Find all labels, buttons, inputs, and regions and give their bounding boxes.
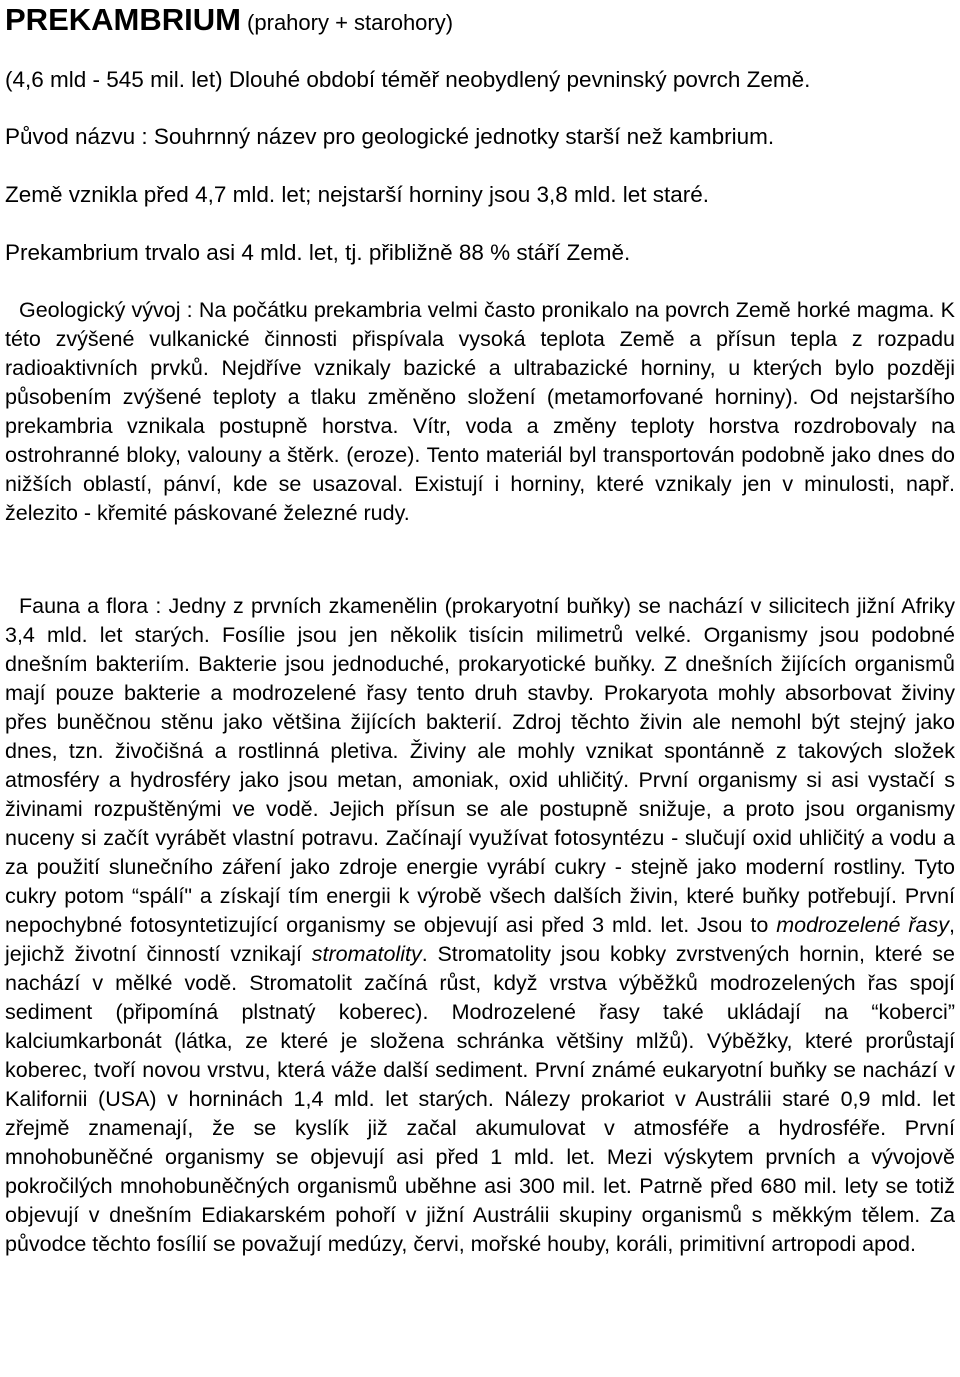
intro-line-duration: Prekambrium trvalo asi 4 mld. let, tj. přibližně 88 % stáří Země. [5, 240, 631, 265]
fauna-text-part3: . Stromatolity jsou kobky zvrstvených hornin, které se nachází v mělké vodě. Stromatolit začíná růst, když vrstva výběžků modrozelených řas spojí sediment (připomíná plstnatý koberec). Modrozelené řasy také ukládají na “koberci” kalciumkarbonát (látka, ze které je složena schránka většiny mlžů). Výběžky, které prorůstají koberec, tvoří novou vrstvu, která váže další sediment. První známé eukaryotní buňky se nachází v Kalifornii (USA) v horninách 1,4 mld. let starých. Nálezy prokariot v Austrálii staré 0,9 mld. let zřejmě znamenají, že se kyslík již začal akumulovat v atmosféře a hydrosféře. První mnohobuněčné organismy se objevují asi před 1 mld. let. Mezi výskytem prvních a vývojově pokročilých mnohobuněčných organismů uběhne asi 300 mil. let. Patrně před 680 mil. lety se totiž objevují v dnešním Ediakarském pohoří v jižní Austrálii skupiny organismů s měkkým tělem. Za původce těchto fosílií se považují medúzy, červi, mořské houby, koráli, primitivní artropodi apod. [5, 942, 956, 1256]
geology-paragraph [5, 296, 955, 528]
fauna-text-part1: Fauna a flora : Jedny z prvních zkamenělin (prokaryotní buňky) se nachází v silicitech jižní Afriky 3,4 mld. let starých. Fosílie jsou jen několik tisícin milimetrů velké. Organismy jsou podobné dnešním bakteriím. Bakterie jsou jednoduché, prokaryotické buňky. Z dnešních žijících organismů mají pouze bakterie a modrozelené řasy tento druh stavby. Prokaryota mohly absorbovat živiny přes buněčnou stěnu jako většina žijících bakterií. Zdroj těchto živin ale nemohl být stejný jako dnes, tzn. živočišná a rostlinná pletiva. Živiny ale mohly vznikat spontánně z takových složek atmosféry a hydrosféry jako jsou metan, amoniak, oxid uhličitý. První organismy si asi vystačí s živinami rozpuštěnými ve vodě. Jejich přísun se ale postupně snižuje, a proto jsou organismy nuceny si začít vyrábět vlastní potravu. Začínají využívat fotosyntézu - slučují oxid uhličitý a vodu a za použití slunečního záření jako zdroje energie vyrábí cukry - stejně jako moderní rostliny. Tyto cukry potom “spálí" a získají tím energii k výrobě všech dalších živin, které buňky potřebují. První nepochybné fotosyntetizující organismy se objevují asi před 3 mld. let. Jsou to [5, 594, 955, 937]
fauna-text-part2: , jejichž životní činností vznikají [5, 913, 955, 966]
title-main: PREKAMBRIUM [5, 2, 241, 37]
fauna-italic-algae: modrozelené řasy [776, 913, 950, 937]
title-subtitle: (prahory + starohory) [240, 10, 454, 35]
intro-line-earth-age: Země vznikla před 4,7 mld. let; nejstarší horniny jsou 3,8 mld. let staré. [5, 182, 710, 207]
fauna-paragraph [5, 592, 955, 1259]
fauna-italic-stromatolites: stromatolity [311, 942, 422, 966]
geology-text: Geologický vývoj : Na počátku prekambria velmi často pronikalo na povrch Země horké magma. K této zvýšené vulkanické činnosti přispívala vysoká teplota Země a přísun tepla z rozpadu radioaktivních prvků. Nejdříve vznikaly bazické a ultrabazické horniny, u kterých bylo později působením zvýšené teploty a tlaku změněno složení (metamorfované horniny). Od nejstaršího prekambria vznikala postupně horstva. Vítr, voda a změny teploty horstva rozdrobovaly na ostrohranné bloky, valouny a štěrk. (eroze). Tento materiál byl transportován podobně jako dnes do nižších oblastí, pánví, kde se usazoval. Existují i horniny, které vznikaly jen v minulosti, např. železito - křemité páskované železné rudy. [5, 298, 955, 525]
intro-line-age: (4,6 mld - 545 mil. let) Dlouhé období téměř neobydlený pevninský povrch Země. [5, 67, 811, 92]
intro-line-origin: Původ názvu : Souhrnný název pro geologické jednotky starší než kambrium. [5, 124, 775, 149]
page-title [5, 2, 453, 38]
